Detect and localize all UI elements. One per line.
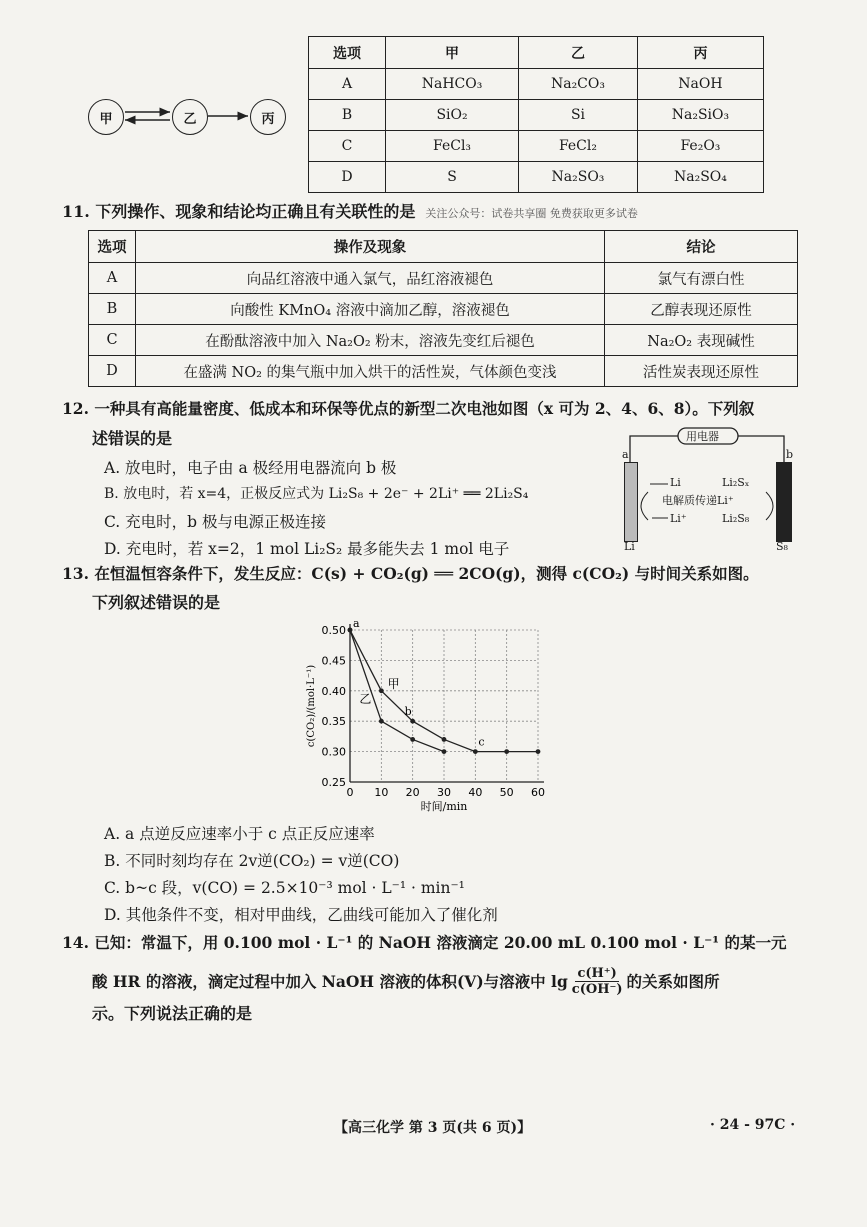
data-point [410,737,415,742]
y-axis-label: c(CO₂)/(mol·L⁻¹) [306,664,317,748]
data-point [410,719,415,724]
q13-option-c: C. b~c 段，v(CO) = 2.5×10⁻³ mol · L⁻¹ · min⁻¹ [104,879,465,897]
cycle-arrows [80,85,300,155]
table-row: A NaHCO₃ Na₂CO₃ NaOH [309,69,764,100]
node-jia: 甲 [88,99,124,135]
point-label-a: a [353,617,360,630]
battery-diagram: 用电器 a b Li Li₂Sₓ 电解质传递Li⁺ Li⁺ Li₂S₈ Li S₈ [610,422,800,554]
x-tick-label: 20 [405,786,420,799]
q14-line3: 示。下列说法正确的是 [92,1004,253,1023]
y-tick-label: 0.45 [321,654,346,668]
data-point [348,628,353,633]
data-point [379,688,384,693]
series-line-yi [350,630,444,752]
node-bing: 丙 [250,99,286,135]
table-row: D S Na₂SO₃ Na₂SO₄ [309,162,764,193]
point-label-b: b [404,705,412,719]
q12-stem-line1: 12. 一种具有高能量密度、低成本和环保等优点的新型二次电池如图（x 可为 2、4、6、8）。下列叙 [62,399,755,418]
x-axis-label: 时间/min [420,800,468,813]
data-point [442,749,447,754]
y-tick-label: 0.30 [321,745,346,759]
anode-electrode [624,462,638,542]
data-point [504,749,509,754]
table-row: A 向品红溶液中通入氯气，品红溶液褪色 氯气有漂白性 [89,263,798,294]
point-label-c: c [478,735,485,749]
q13-option-b: B. 不同时刻均存在 2v逆(CO₂) = v逆(CO) [104,852,400,870]
q11-header-option: 选项 [89,231,136,263]
watermark: 关注公众号：试卷共享圈 免费获取更多试卷 [425,207,638,220]
table-row: D 在盛满 NO₂ 的集气瓶中加入烘干的活性炭，气体颜色变浅 活性炭表现还原性 [89,356,798,387]
q11-header-conclusion: 结论 [605,231,798,263]
series-label-jia: 甲 [387,676,400,691]
q10-table [308,36,764,193]
q12-option-c: C. 充电时，b 极与电源正极连接 [104,513,327,531]
series-label-yi: 乙 [359,691,372,706]
cathode-electrode [776,462,792,542]
y-tick-label: 0.50 [321,624,346,637]
q10-header-jia: 甲 [386,37,519,69]
q10-header-bing: 丙 [637,37,763,69]
footer-code: · 24 - 97C · [710,1117,796,1133]
y-tick-label: 0.35 [321,715,346,729]
q13-option-d: D. 其他条件不变，相对甲曲线，乙曲线可能加入了催化剂 [104,906,498,924]
q14-line2: 酸 HR 的溶液，滴定过程中加入 NaOH 溶液的体积(V)与溶液中 lg c(H⁺) c(OH⁻) 的关系如图所 [92,966,720,997]
x-tick-label: 10 [374,786,389,799]
x-tick-label: 40 [468,786,483,799]
footer-page: 【高三化学 第 3 页(共 6 页)】 [334,1120,532,1136]
q13-stem-line2: 下列叙述错误的是 [92,593,221,612]
q13-stem-line1: 13. 在恒温恒容条件下，发生反应：C(s) + CO₂(g) ══ 2CO(g)，测得 c(CO₂) 与时间关系如图。 [62,564,759,583]
x-tick-label: 50 [499,786,514,799]
q10-header-option: 选项 [309,37,386,69]
q13-option-a: A. a 点逆反应速率小于 c 点正反应速率 [104,825,375,843]
q11-stem: 11. 下列操作、现象和结论均正确且有关联性的是 关注公众号：试卷共享圈 免费获取更多试卷 [62,202,638,221]
q12-stem-line2: 述错误的是 [92,429,173,448]
co2-time-chart [300,612,570,822]
x-tick-label: 60 [531,786,545,799]
table-row: B SiO₂ Si Na₂SiO₃ [309,100,764,131]
q11-header-operation: 操作及现象 [136,231,605,263]
q12-option-a: A. 放电时，电子由 a 极经用电器流向 b 极 [104,459,397,477]
table-row: B 向酸性 KMnO₄ 溶液中滴加乙醇，溶液褪色 乙醇表现还原性 [89,294,798,325]
data-point [473,749,478,754]
q12-option-b: B. 放电时，若 x=4，正极反应式为 Li₂S₈ + 2e⁻ + 2Li⁺ ══ 2Li₂S₄ [104,486,529,502]
y-tick-label: 0.25 [321,776,346,789]
table-row: C FeCl₃ FeCl₂ Fe₂O₃ [309,131,764,162]
x-tick-label: 30 [437,786,451,799]
table-row: C 在酚酞溶液中加入 Na₂O₂ 粉末，溶液先变红后褪色 Na₂O₂ 表现碱性 [89,325,798,356]
data-point [536,749,541,754]
x-tick-label: 0 [346,786,354,799]
q14-line1: 14. 已知：常温下，用 0.100 mol · L⁻¹ 的 NaOH 溶液滴定 20.00 mL 0.100 mol · L⁻¹ 的某一元 [62,933,787,952]
q12-option-d: D. 充电时，若 x=2，1 mol Li₂S₂ 最多能失去 1 mol 电子 [104,540,510,558]
data-point [379,719,384,724]
fraction: c(H⁺) c(OH⁻) [571,966,623,997]
y-tick-label: 0.40 [321,684,346,698]
data-point [442,737,447,742]
q11-table [88,230,798,387]
q10-header-yi: 乙 [519,37,638,69]
node-yi: 乙 [172,99,208,135]
